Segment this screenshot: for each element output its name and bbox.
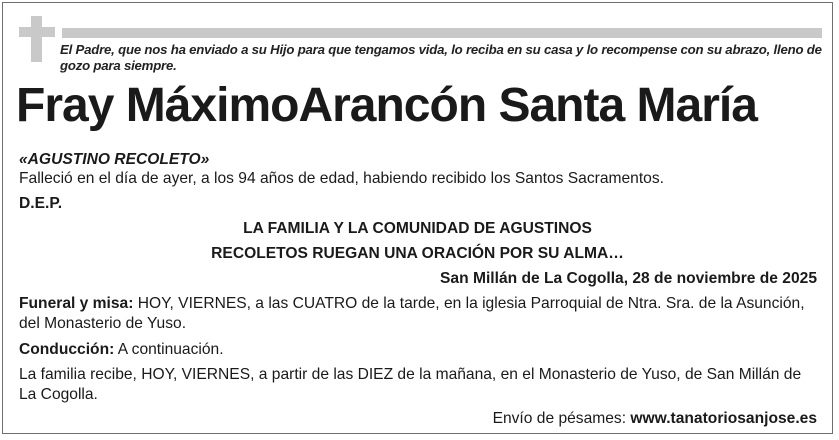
family-prayer-line1: LA FAMILIA Y LA COMUNIDAD DE AGUSTINOS <box>243 220 592 237</box>
funeral-label: Funeral y misa: <box>19 295 134 312</box>
conduccion-label: Conducción: <box>19 341 115 358</box>
family-receives: La familia recibe, HOY, VIERNES, a partir de las DIEZ de la mañana, en el Monasterio de Yuso, de San Millán de La Cogolla. <box>19 366 802 403</box>
death-notice: Falleció en el día de ayer, a los 94 años de edad, habiendo recibido los Santos Sacramentos. <box>19 170 664 187</box>
conduccion-info <box>19 340 819 360</box>
condolences-link[interactable]: www.tanatoriosanjose.es <box>630 410 817 427</box>
conduccion-text: A continuación. <box>114 341 224 358</box>
cross-icon <box>19 16 55 62</box>
deceased-name: Fray MáximoArancón Santa María <box>16 79 757 132</box>
condolences-label: Envío de pésames: <box>492 410 631 427</box>
header-bar <box>62 28 822 38</box>
funeral-text: HOY, VIERNES, a las CUATRO de la tarde, en la iglesia Parroquial de Ntra. Sra. de la Asunción, del Monasterio de Yuso. <box>19 295 805 332</box>
scripture-quote: El Padre, que nos ha enviado a su Hijo para que tengamos vida, lo reciba en su casa y lo recompense con su abrazo, lleno de gozo para siempre. <box>60 42 822 73</box>
dep-text: D.E.P. <box>19 195 63 212</box>
order-title: «AGUSTINO RECOLETO» <box>19 151 210 168</box>
funeral-info <box>19 294 819 334</box>
place-date: San Millán de La Cogolla, 28 de noviembre de 2025 <box>440 270 817 287</box>
condolences <box>493 409 817 429</box>
family-prayer-line2: RECOLETOS RUEGAN UNA ORACIÓN POR SU ALMA… <box>211 245 624 262</box>
